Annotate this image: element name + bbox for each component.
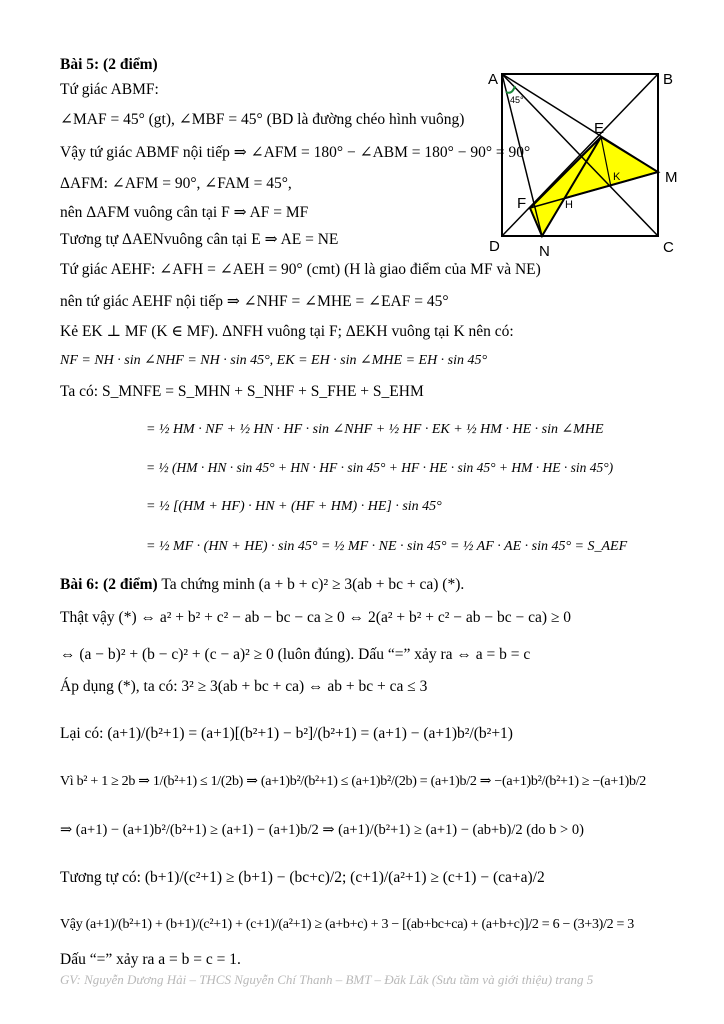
label-k: K [613,171,621,183]
geometry-figure [486,64,686,264]
bai6-line-6: Vì b² + 1 ≥ 2b ⇒ 1/(b²+1) ≤ 1/(2b) ⇒ (a+1)b²/(b²+1) ≤ (a+1)b²/(2b) = (a+1)b/2 ⇒ −(a+1)b²/(b²+1) ≥ −(a+1)b/2 [60,774,646,789]
bai5-line-7: Tứ giác AEHF: ∠AFH = ∠AEH = 90° (cmt) (H là giao điểm của MF và NE) [60,261,541,278]
bai5-line-12: = ½ HM · NF + ½ HN · HF · sin ∠NHF + ½ HF · EK + ½ HM · HE · sin ∠MHE [146,422,604,437]
bai5-line-6: Tương tự ΔAENvuông cân tại E ⇒ AE = NE [60,231,339,248]
bai6-line-8: Tương tự có: (b+1)/(c²+1) ≥ (b+1) − (bc+c)/2; (c+1)/(a²+1) ≥ (c+1) − (ca+a)/2 [60,869,545,886]
bai5-line-10: NF = NH · sin ∠NHF = NH · sin 45°, EK = EH · sin ∠MHE = EH · sin 45° [60,353,488,368]
angle-arc-icon [506,86,515,93]
bai5-line-14: = ½ [(HM + HF) · HN + (HF + HM) · HE] · sin 45° [146,499,442,514]
bai5-line-11: Ta có: S_MNFE = S_MHN + S_NHF + S_FHE + S_EHM [60,383,424,400]
label-f: F [517,195,527,212]
bai5-line-2: ∠MAF = 45° (gt), ∠MBF = 45° (BD là đường chéo hình vuông) [60,111,465,128]
bai6-line-3: ⇔ (a − b)² + (b − c)² + (c − a)² ≥ 0 (luôn đúng). Dấu “=” xảy ra ⇔ a = b = c [60,646,531,663]
bai6-line-10: Dấu “=” xảy ra a = b = c = 1. [60,951,241,968]
bai5-line-5: nên ΔAFM vuông cân tại F ⇒ AF = MF [60,204,309,221]
bai5-line-4: ΔAFM: ∠AFM = 90°, ∠FAM = 45°, [60,175,292,192]
bai6-line-4: Áp dụng (*), ta có: 3² ≥ 3(ab + bc + ca) ⇔ ab + bc + ca ≤ 3 [60,678,428,695]
bai6-title: Bài 6: (2 điểm) [60,576,158,593]
bai5-line-3: Vậy tứ giác ABMF nội tiếp ⇒ ∠AFM = 180° − ∠ABM = 180° − 90° = 90° [60,144,531,161]
label-m: M [665,169,678,186]
bai5-line-9: Kẻ EK ⊥ MF (K ∈ MF). ΔNFH vuông tại F; ΔEKH vuông tại K nên có: [60,323,514,340]
label-d: D [489,238,500,255]
label-h: H [565,199,573,211]
bai6-heading-line [60,575,464,595]
bai5-line-8: nên tứ giác AEHF nội tiếp ⇒ ∠NHF = ∠MHE = ∠EAF = 45° [60,293,449,310]
bai6-line-1: Ta chứng minh (a + b + c)² ≥ 3(ab + bc + ca) (*). [161,576,465,593]
bai6-line-5: Lại có: (a+1)/(b²+1) = (a+1)[(b²+1) − b²]/(b²+1) = (a+1) − (a+1)b²/(b²+1) [60,725,513,742]
label-c: C [663,239,674,256]
bai5-line-1: Tứ giác ABMF: [60,81,159,98]
bai5-line-13: = ½ (HM · HN · sin 45° + HN · HF · sin 45° + HF · HE · sin 45° + HM · HE · sin 45°) [146,460,614,475]
label-n: N [539,243,550,260]
bai6-line-7: ⇒ (a+1) − (a+1)b²/(b²+1) ≥ (a+1) − (a+1)b/2 ⇒ (a+1)/(b²+1) ≥ (a+1) − (ab+b)/2 (do b > 0) [60,822,584,838]
bai5-line-15: = ½ MF · (HN + HE) · sin 45° = ½ MF · NE · sin 45° = ½ AF · AE · sin 45° = S_AEF [146,539,628,554]
bai6-line-2: Thật vậy (*) ⇔ a² + b² + c² − ab − bc − ca ≥ 0 ⇔ 2(a² + b² + c² − ab − bc − ca) ≥ 0 [60,609,572,626]
angle-label: 45° [510,95,524,105]
bai5-title: Bài 5: (2 điểm) [60,56,158,73]
page-footer: GV: Nguyễn Dương Hải – THCS Nguyễn Chí Thanh – BMT – Đăk Lăk (Sưu tầm và giới thiệu) trang 5 [60,972,594,987]
label-e: E [594,120,605,137]
bai6-line-9: Vậy (a+1)/(b²+1) + (b+1)/(c²+1) + (c+1)/(a²+1) ≥ (a+b+c) + 3 − [(ab+bc+ca) + (a+b+c)]/2 = 6 − (3+3)/2 = 3 [60,917,634,932]
label-b: B [663,71,674,88]
label-a: A [488,71,499,88]
